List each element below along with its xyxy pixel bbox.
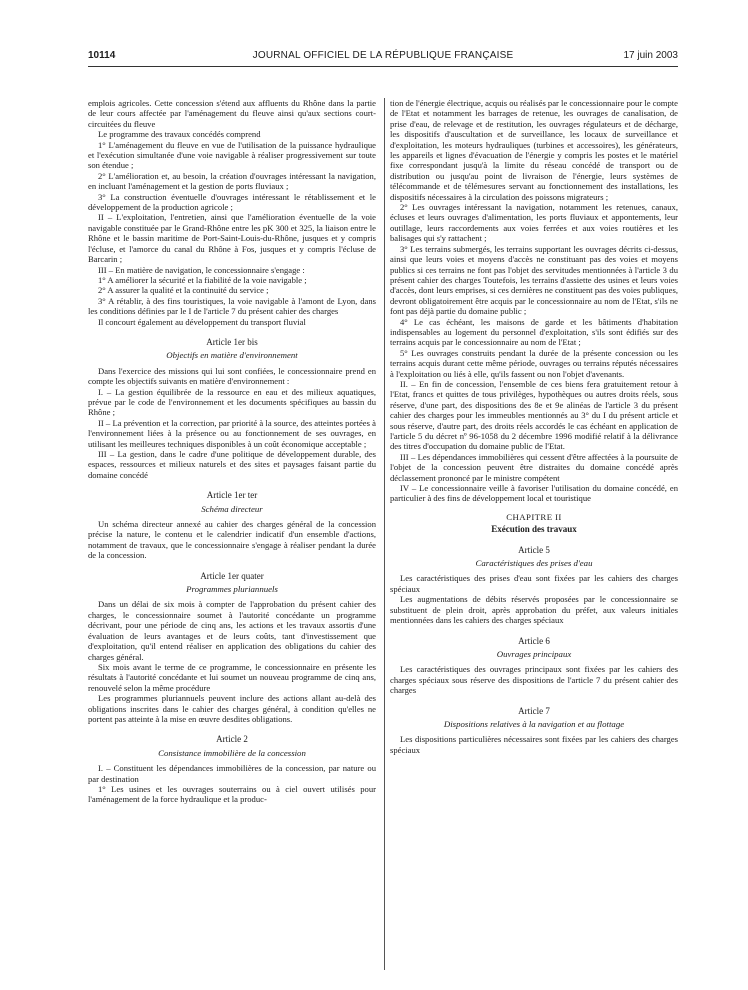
header-rule [88, 66, 678, 67]
paragraph: 1° L'aménagement du fleuve en vue de l'utilisation de la puissance hydraulique et l'exécution simultanée d'une voie navigable à réaliser progressivement sur toute son étendue ; [88, 139, 376, 171]
article-heading: Article 7 [518, 705, 550, 716]
article-heading: Article 5 [518, 544, 550, 555]
paragraph: 1° Les usines et les ouvrages souterrains ou à ciel ouvert utilisés pour l'aménagement de la force hydraulique et la produc- [88, 783, 376, 805]
right-column [390, 98, 678, 755]
paragraph: 4° Le cas échéant, les maisons de garde et les bâtiments d'habitation indispensables au logement du personnel d'exploitation, s'ils sont édifiés sur des terrains acquis par le concessionnaire au nom de l'Etat ; [390, 316, 678, 348]
paragraph: Les caractéristiques des ouvrages principaux sont fixées par les cahiers des charges spéciaux sous réserve des dispositions de l'article 7 du présent cahier des charges [390, 664, 678, 696]
paragraph: Les augmentations de débits réservés proposées par le concessionnaire se substituent de plein droit, après approbation du préfet, aux valeurs initiales mentionnées dans les cahiers des charges spéciaux [390, 594, 678, 626]
page-header [88, 50, 678, 64]
article-heading: Article 2 [216, 734, 248, 745]
paragraph: 3° La construction éventuelle d'ouvrages intéressant le rétablissement et le développement de la production agricole ; [88, 191, 376, 213]
journal-title: JOURNAL OFFICIEL DE LA RÉPUBLIQUE FRANÇAISE [252, 50, 514, 61]
paragraph: III – Les dépendances immobilières qui cessent d'être affectées à la poursuite de l'objet de la concession peuvent être distraites du domaine concédé après déclassement prononcé par le ministre compétent [390, 451, 678, 483]
paragraph: 3° Les terrains submergés, les terrains supportant les ouvrages décrits ci-dessus, ainsi que leurs voies et moyens d'accès ne constituant pas des voies et moyens publics si ces terrains ne font pas l'objet des servitudes mentionnées à l'article 3 du présent cahier des charges Toutefois, les terrains d'assiette des usines et leurs voies d'accès, dont leurs emprises, si ces dernières ne constituent pas des voies publiques, devront obligatoirement être acquis par le concessionnaire au nom de l'Etat, s'ils ne font pas déjà partie du domaine public ; [390, 243, 678, 317]
article-subtitle: Programmes pluriannuels [186, 584, 278, 595]
chapter-label: CHAPITRE II [506, 511, 562, 522]
page-number: 10114 [88, 50, 116, 61]
paragraph: emplois agricoles. Cette concession s'étend aux affluents du Rhône dans la partie de leur cours affectée par l'aménagement du fleuve ainsi qu'aux sections court-circuitées du fleuve [88, 98, 376, 129]
paragraph: Six mois avant le terme de ce programme, le concessionnaire en présente les résultats à l'autorité concédante et lui soumet un nouveau programme de cinq ans, renouvelé selon la même procédure [88, 661, 376, 693]
article-heading: Article 6 [518, 635, 550, 646]
left-column [88, 98, 376, 805]
paragraph: II – La prévention et la correction, par priorité à la source, des atteintes portées à l'environnement liées à la présence ou au fonctionnement de ses ouvrages, en utilisant les meilleures techniques disponibles à un coût économique acceptable ; [88, 417, 376, 449]
article-subtitle: Schéma directeur [201, 503, 263, 514]
column-divider [384, 98, 385, 970]
paragraph: Il concourt également au développement du transport fluvial [98, 316, 306, 327]
paragraph: I. – Constituent les dépendances immobilières de la concession, par nature ou par destination [88, 763, 376, 784]
paragraph: 1° A améliorer la sécurité et la fiabilité de la voie navigable ; [98, 274, 307, 285]
paragraph: Un schéma directeur annexé au cahier des charges général de la concession précise la nature, le contenu et le calendrier indicatif d'un ensemble d'actions, notamment de travaux, que le concessionnaire s'engage à réaliser pendant la durée de la concession. [88, 519, 376, 561]
paragraph: 5° Les ouvrages construits pendant la durée de la présente concession ou les terrains acquis durant cette même période, ouvrages ou terrains réputés nécessaires à l'exploitation ou liés à elle, qu'ils fassent ou non l'objet d'avenants. [390, 347, 678, 379]
article-subtitle: Ouvrages principaux [496, 648, 572, 659]
paragraph: III – La gestion, dans le cadre d'une politique de développement durable, des espaces, ressources et milieux naturels et des sites et paysages faisant partie du domaine concédé [88, 449, 376, 480]
paragraph: III – En matière de navigation, le concessionnaire s'engage : [98, 264, 305, 275]
article-subtitle: Objectifs en matière d'environnement [166, 350, 298, 361]
paragraph: II – L'exploitation, l'entretien, ainsi que l'amélioration éventuelle de la voie navigable constituée par le Grand-Rhône entre les pK 300 et 325, la liaison entre le Rhône et le bassin maritime de Port-Saint-Louis-du-Rhône, jusques et y compris l'écluse, et l'amorce du canal du Rhône à Fos, jusques et y compris l'écluse de Barcarin ; [88, 212, 376, 265]
paragraph: Les programmes pluriannuels peuvent inclure des actions allant au-delà des obligations inscrites dans le cahier des charges général, à condition qu'elles ne portent pas atteinte à la mise en œuvre desdites obligations. [88, 693, 376, 724]
paragraph: Les caractéristiques des prises d'eau sont fixées par les cahiers des charges spéciaux [390, 573, 678, 594]
chapter-title: Exécution des travaux [491, 524, 577, 535]
paragraph: IV – Le concessionnaire veille à favoriser l'utilisation du domaine concédé, en particulier à des fins de développement local et touristique [390, 483, 678, 504]
article-subtitle: Caractéristiques des prises d'eau [475, 558, 593, 569]
article-heading: Article 1er bis [206, 336, 258, 347]
article-subtitle: Dispositions relatives à la navigation et au flottage [443, 718, 625, 729]
paragraph: I. – La gestion équilibrée de la ressource en eau et des milieux aquatiques, prévue par le code de l'environnement et les documents spécifiques au bassin du Rhône ; [88, 386, 376, 418]
paragraph: Dans un délai de six mois à compter de l'approbation du présent cahier des charges, le concessionnaire soumet à l'autorité concédante un programme décrivant, pour une période de cinq ans, les actions et les travaux assortis d'une évaluation de leurs avantages et de leurs coûts, tant d'investissement que d'exploitation, qu'il entend réaliser en application des obligations du cahier des charges général. [88, 599, 376, 662]
paragraph: 2° A assurer la qualité et la continuité du service ; [98, 285, 269, 296]
issue-date: 17 juin 2003 [623, 50, 678, 61]
paragraph: II. – En fin de concession, l'ensemble de ces biens fera gratuitement retour à l'Etat, francs et quittes de tous privilèges, hypothèques ou autres droits réels, sous réserve, d'une part, des dispositions des 8e et 9e alinéas de l'article 3 du présent cahier des charges pour les immeubles mentionnés au 3° du I du présent article et sous réserve, d'autre part, des droits réels accordés le cas échéant en application de l'article 5 du décret nº 96-1058 du 2 décembre 1996 modifié relatif à la délivrance des titres d'occupation du domaine public de l'Etat. [390, 378, 678, 452]
article-subtitle: Consistance immobilière de la concession [158, 747, 306, 758]
paragraph: 2° L'amélioration et, au besoin, la création d'ouvrages intéressant la navigation, en incluant l'aménagement et la gestion de ports fluviaux ; [88, 170, 376, 192]
paragraph: tion de l'énergie électrique, acquis ou réalisés par le concessionnaire pour le compte de l'Etat et notamment les barrages de retenue, les ouvrages de canalisation, de prise d'eau, de relevage et de restitution, les ouvrages régulateurs et de décharge, les dispositifs d'auscultation et de surveillance, les locaux de surveillance et d'exploitation, les moteurs hydrauliques (turbines et accessoires), les générateurs, les appareils et lignes d'évacuation de l'énergie y compris les postes et le matériel fixe correspondant jusqu'à la limite du réseau concédé de transport ou de distribution ou jusqu'au point de livraison de l'énergie, leurs systèmes de télécommande et de télémesures servant au fonctionnement des installations, les dispositifs nécessaires à la circulation des poissons migrateurs ; [390, 98, 678, 202]
paragraph: Dans l'exercice des missions qui lui sont confiées, le concessionnaire prend en compte les objectifs suivants en matière d'environnement : [88, 365, 376, 387]
paragraph: Le programme des travaux concédés comprend [98, 129, 261, 140]
paragraph: 3° A rétablir, à des fins touristiques, la voie navigable à l'amont de Lyon, dans les conditions définies par le I de l'article 7 du présent cahier des charges [88, 295, 376, 317]
paragraph: Les dispositions particulières nécessaires sont fixées par les cahiers des charges spéciaux [390, 734, 678, 755]
article-heading: Article 1er quater [200, 570, 264, 581]
article-heading: Article 1er ter [206, 490, 258, 501]
paragraph: 2° Les ouvrages intéressant la navigation, notamment les retenues, canaux, écluses et leurs ouvrages d'alimentation, les ports fluviaux et appontements, leur outillage, leurs raccordements aux voies ferrées et aux voies routières et les balisages qui s'y rattachent ; [390, 202, 678, 244]
